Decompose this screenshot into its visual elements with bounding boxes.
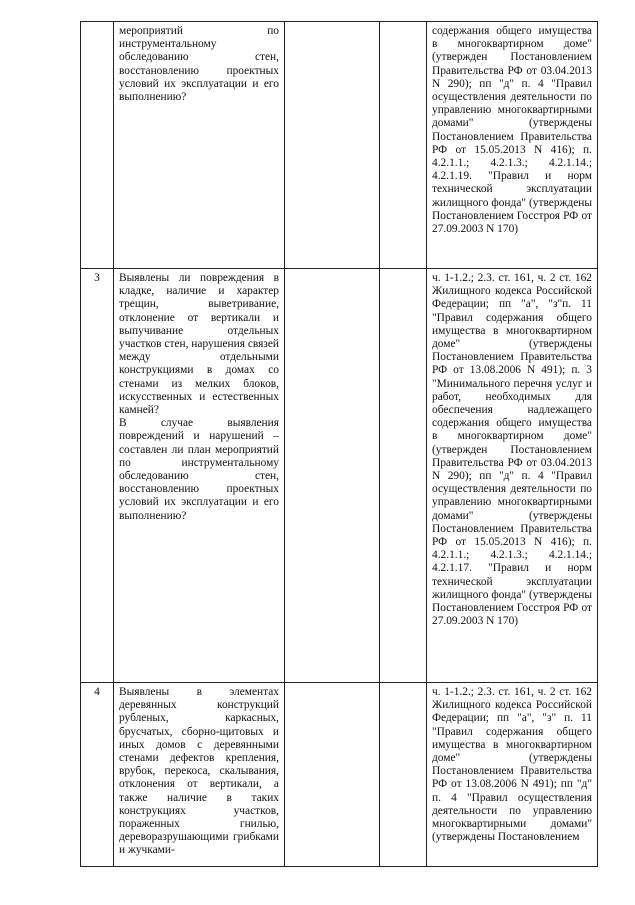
question-cell xyxy=(114,269,285,683)
empty-cell xyxy=(285,269,380,683)
legal-reference-cell xyxy=(427,683,598,867)
question-paragraph: В случае выявления повреждений и нарушений – составлен ли план мероприятий по инструментальному обследованию стен, восстановлению проектных условий их эксплуатации и его выполнению? xyxy=(119,417,279,522)
question-paragraph: мероприятий по инструментальному обследованию стен, восстановлению проектных условий их эксплуатации и его выполнению? xyxy=(119,25,279,104)
table-row xyxy=(81,269,598,683)
question-cell xyxy=(114,683,285,867)
table-row xyxy=(81,22,598,269)
question-paragraph: Выявлены в элементах деревянных конструкций рубленых, каркасных, брусчатых, сборно-щитовых и иных домов с деревянными стенами дефектов крепления, врубок, перекоса, скалывания, отклонения от вертикали, а также наличие в таких конструкциях участков, пораженных гнилью, дереворазрушающими грибками и жучками- xyxy=(119,686,279,857)
empty-cell xyxy=(380,269,427,683)
question-paragraph: Выявлены ли повреждения в кладке, наличие и характер трещин, выветривание, отклонение от вертикали и выпучивание отдельных участков стен, нарушения связей между отдельными конструкциями в домах со стенами из мелких блоков, искусственных и естественных камней? xyxy=(119,272,279,417)
row-number-cell xyxy=(81,22,114,269)
row-number-cell: 3 xyxy=(81,269,114,683)
empty-cell xyxy=(380,22,427,269)
empty-cell xyxy=(285,22,380,269)
table-row xyxy=(81,683,598,867)
empty-cell xyxy=(285,683,380,867)
checklist-table xyxy=(80,21,598,867)
question-cell xyxy=(114,22,285,269)
empty-cell xyxy=(380,683,427,867)
legal-reference-cell: ч. 1-1.2.; 2.3. ст. 161, ч. 2 ст. 162 Жилищного кодекса Российской Федерации; пп "а", "з"п. 11 "Правил содержания общего имущества в многоквартирном доме" (утверждены Постановлением Правительства РФ от 13.08.2006 N 491); п. 3 "Минимального перечня услуг и работ, необходимых для обеспечения надлежащего содержания общего имущества в многоквартирном доме" (утвержден Постановлением Правительства РФ от 03.04.2013 N 290); пп "д" п. 4 "Правил осуществления деятельности по управлению многоквартирными домами" (утверждены Постановлением Правительства РФ от 15.05.2013 N 416); п. 4.2.1.1.; 4.2.1.3.; 4.2.1.14.; 4.2.1.17. "Правил и норм технической эксплуатации жилищного фонда" (утверждены Постановлением Госстроя РФ от 27.09.2003 N 170) xyxy=(427,269,598,683)
row-number-cell: 4 xyxy=(81,683,114,867)
legal-reference-text: ч. 1-1.2.; 2.3. ст. 161, ч. 2 ст. 162 Жилищного кодекса Российской Федерации; пп "а", "з" п. 11 "Правил содержания общего имущества в многоквартирном доме" (утверждены Постановлением Правительства РФ от 13.08.2006 N 491); пп "д" п. 4 "Правил осуществления деятельности по управлению многоквартирными домами" (утверждены Постановлением xyxy=(432,686,592,844)
legal-reference-cell: содержания общего имущества в многоквартирном доме" (утвержден Постановлением Правительства РФ от 03.04.2013 N 290); пп "д" п. 4 "Правил осуществления деятельности по управлению многоквартирными домами" (утверждены Постановлением Правительства РФ от 15.05.2013 N 416); п. 4.2.1.1.; 4.2.1.3.; 4.2.1.14.; 4.2.1.19. "Правил и норм технической эксплуатации жилищного фонда" (утверждены Постановлением Госстроя РФ от 27.09.2003 N 170) xyxy=(427,22,598,269)
